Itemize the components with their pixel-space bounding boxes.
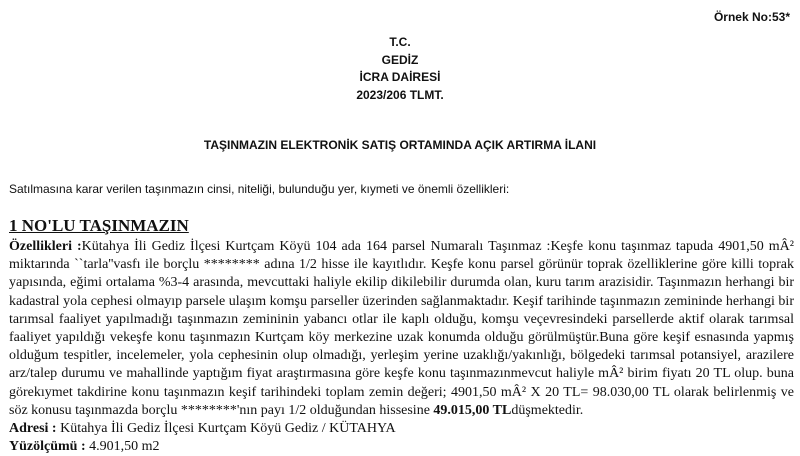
court-header-line: T.C.: [389, 35, 411, 49]
intro-text: Satılmasına karar verilen taşınmazın cinsi, niteliği, bulunduğu yer, kıymeti ve önemli özellikleri:: [9, 182, 510, 196]
area-label: Yüzölçümü :: [9, 439, 86, 455]
court-header-line: İCRA DAİRESİ: [359, 70, 441, 84]
notice-title: TAŞINMAZIN ELEKTRONİK SATIŞ ORTAMINDA AÇIK ARTIRMA İLANI: [203, 138, 597, 152]
address-value: Kütahya İli Gediz İlçesi Kurtçam Köyü Gediz / KÜTAHYA: [56, 421, 396, 437]
property-section: [9, 216, 794, 456]
case-number: 2023/206 TLMT.: [356, 87, 444, 102]
property-address: [9, 420, 794, 438]
features-text: Kütahya İli Gediz İlçesi Kurtçam Köyü 104 ada 164 parsel Numaralı Taşınmaz :Keşfe konu taşınmaz tapuda 4901,50 mÂ² miktarında ``tarla''vasfı ile borçlu ******** adına 1/2 hisse ile kayıtlıdır. Keşfe konu parsel görünür toprak özelliklerine göre killi toprak yapısında, eğimi ortalama %3-4 arasında, mevcuttaki haliyle ekilip dikilebilir durumda olan, kuru tarım arazisidir. Taşınmazın herhangi bir kadastral yola cephesi olmayıp parsele ulaşım komşu parseller üzerinden sağlanmaktadır. Keşif tarihinde taşınmazın zemininde herhangi bir tarımsal faaliyet yapılmadığı taşınmazın zemininin yabancı otlar ile kaplı olduğu, komşu veçevresindeki parsellerde aktif olarak tarımsal faaliyet yapıldığı vekeşfe konu taşınmazın Kurtçam köy merkezine uzak konumda olduğu görülmüştür.Buna göre keşif esnasında yapmış olduğum tespitler, incelemeler, yola cephesinin olup olmadığı, yerleşim yerine uzaklığı/yakınlığı, bölgedeki tarımsal potansiyel, arazilere arz/talep durumu ve mahallinde yaptığım fiyat araştırmasına göre keşfe konu taşınmazınmevcut haliyle mÂ² birim fiyatı 20 TL olup. buna görekıymet takdirine konu taşınmazın keşif tarihindeki toplam zemin değeri; 4901,50 mÂ² X 20 TL= 98.030,00 TL olarak belirlenmiş ve söz konusu taşınmazda borçlu ********'nın payı 1/2 olduğundan hissesine: [9, 239, 794, 418]
area-value: 4.901,50 m2: [85, 439, 160, 455]
property-area: [9, 438, 794, 456]
court-header: [0, 34, 800, 104]
share-value: 49.015,00 TL: [433, 402, 512, 418]
features-label: Özellikleri :: [9, 239, 82, 254]
property-features: [9, 238, 794, 420]
features-tail: düşmektedir.: [511, 402, 584, 418]
form-number: Örnek No:53*: [713, 10, 790, 24]
property-heading: 1 NO'LU TAŞINMAZIN: [9, 216, 189, 235]
address-label: Adresi :: [9, 421, 57, 437]
court-header-line: GEDİZ: [381, 52, 419, 67]
